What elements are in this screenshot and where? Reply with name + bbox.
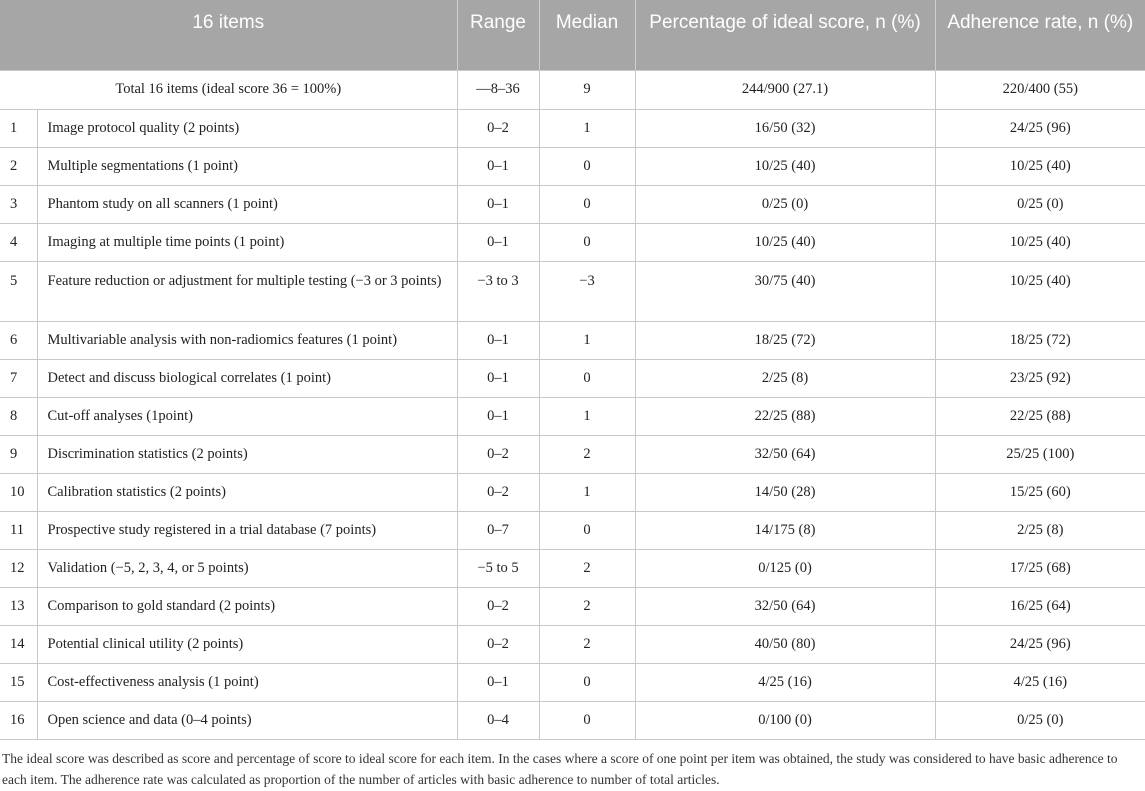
row-range: 0–2 (457, 109, 539, 147)
row-number: 4 (0, 223, 37, 261)
row-range: 0–2 (457, 473, 539, 511)
row-percentage: 14/50 (28) (635, 473, 935, 511)
row-number: 14 (0, 625, 37, 663)
table-row (0, 109, 1145, 147)
table-row (0, 435, 1145, 473)
total-label: Total 16 items (ideal score 36 = 100%) (0, 70, 457, 109)
row-range: −3 to 3 (457, 261, 539, 321)
row-adherence: 23/25 (92) (935, 359, 1145, 397)
row-median: 0 (539, 147, 635, 185)
row-item: Prospective study registered in a trial database (7 points) (37, 511, 457, 549)
row-item: Open science and data (0–4 points) (37, 701, 457, 739)
table-row (0, 663, 1145, 701)
row-range: 0–2 (457, 625, 539, 663)
row-median: 0 (539, 223, 635, 261)
total-adherence: 220/400 (55) (935, 70, 1145, 109)
table-row (0, 549, 1145, 587)
table-row (0, 359, 1145, 397)
row-percentage: 18/25 (72) (635, 321, 935, 359)
header-row (0, 0, 1145, 70)
row-number: 1 (0, 109, 37, 147)
row-item: Phantom study on all scanners (1 point) (37, 185, 457, 223)
row-adherence: 24/25 (96) (935, 625, 1145, 663)
row-percentage: 0/25 (0) (635, 185, 935, 223)
row-median: 2 (539, 625, 635, 663)
header-items: 16 items (0, 0, 457, 70)
row-range: 0–7 (457, 511, 539, 549)
row-percentage: 32/50 (64) (635, 435, 935, 473)
row-median: 1 (539, 321, 635, 359)
row-number: 7 (0, 359, 37, 397)
row-adherence: 0/25 (0) (935, 701, 1145, 739)
row-adherence: 16/25 (64) (935, 587, 1145, 625)
row-item: Cut-off analyses (1point) (37, 397, 457, 435)
row-item: Multivariable analysis with non-radiomics features (1 point) (37, 321, 457, 359)
total-range: —8–36 (457, 70, 539, 109)
row-number: 16 (0, 701, 37, 739)
row-range: 0–1 (457, 223, 539, 261)
row-number: 12 (0, 549, 37, 587)
table-row (0, 321, 1145, 359)
row-adherence: 10/25 (40) (935, 223, 1145, 261)
header-percentage: Percentage of ideal score, n (%) (635, 0, 935, 70)
row-number: 9 (0, 435, 37, 473)
row-number: 10 (0, 473, 37, 511)
row-median: 1 (539, 397, 635, 435)
row-item: Calibration statistics (2 points) (37, 473, 457, 511)
table-footnote: The ideal score was described as score and percentage of score to ideal score for each item. In the cases where a score of one point per item was obtained, the study was considered to have basic adherence to each item. The adherence rate was calculated as proportion of the number of articles with basic adherence to number of total articles. (2, 750, 1118, 787)
row-item: Potential clinical utility (2 points) (37, 625, 457, 663)
row-adherence: 17/25 (68) (935, 549, 1145, 587)
row-median: 0 (539, 359, 635, 397)
row-number: 15 (0, 663, 37, 701)
header-median: Median (539, 0, 635, 70)
row-adherence: 24/25 (96) (935, 109, 1145, 147)
row-item: Discrimination statistics (2 points) (37, 435, 457, 473)
row-percentage: 32/50 (64) (635, 587, 935, 625)
row-median: 0 (539, 185, 635, 223)
row-range: 0–1 (457, 397, 539, 435)
table-row (0, 147, 1145, 185)
table-row (0, 701, 1145, 739)
row-median: −3 (539, 261, 635, 321)
row-percentage: 40/50 (80) (635, 625, 935, 663)
row-adherence: 4/25 (16) (935, 663, 1145, 701)
row-percentage: 14/175 (8) (635, 511, 935, 549)
row-range: 0–1 (457, 663, 539, 701)
table-row (0, 587, 1145, 625)
table-row (0, 625, 1145, 663)
row-percentage: 30/75 (40) (635, 261, 935, 321)
row-range: 0–4 (457, 701, 539, 739)
row-adherence: 10/25 (40) (935, 261, 1145, 321)
row-item: Detect and discuss biological correlates (1 point) (37, 359, 457, 397)
row-item: Multiple segmentations (1 point) (37, 147, 457, 185)
row-percentage: 0/125 (0) (635, 549, 935, 587)
table-row (0, 223, 1145, 261)
row-item: Imaging at multiple time points (1 point) (37, 223, 457, 261)
row-median: 0 (539, 663, 635, 701)
row-item: Feature reduction or adjustment for multiple testing (−3 or 3 points) (37, 261, 457, 321)
row-number: 11 (0, 511, 37, 549)
row-median: 0 (539, 701, 635, 739)
row-range: 0–2 (457, 587, 539, 625)
row-range: 0–2 (457, 435, 539, 473)
row-range: 0–1 (457, 147, 539, 185)
row-percentage: 2/25 (8) (635, 359, 935, 397)
row-number: 5 (0, 261, 37, 321)
row-percentage: 0/100 (0) (635, 701, 935, 739)
row-item: Image protocol quality (2 points) (37, 109, 457, 147)
row-adherence: 25/25 (100) (935, 435, 1145, 473)
row-adherence: 22/25 (88) (935, 397, 1145, 435)
row-median: 2 (539, 587, 635, 625)
header-range: Range (457, 0, 539, 70)
total-percentage: 244/900 (27.1) (635, 70, 935, 109)
row-item: Validation (−5, 2, 3, 4, or 5 points) (37, 549, 457, 587)
row-adherence: 10/25 (40) (935, 147, 1145, 185)
row-median: 1 (539, 109, 635, 147)
row-median: 0 (539, 511, 635, 549)
row-percentage: 16/50 (32) (635, 109, 935, 147)
row-range: 0–1 (457, 185, 539, 223)
total-row (0, 70, 1145, 109)
row-percentage: 22/25 (88) (635, 397, 935, 435)
row-number: 2 (0, 147, 37, 185)
row-range: 0–1 (457, 321, 539, 359)
row-median: 2 (539, 549, 635, 587)
row-item: Comparison to gold standard (2 points) (37, 587, 457, 625)
row-median: 2 (539, 435, 635, 473)
table-row (0, 261, 1145, 321)
table-row (0, 473, 1145, 511)
table-row (0, 511, 1145, 549)
row-adherence: 2/25 (8) (935, 511, 1145, 549)
row-median: 1 (539, 473, 635, 511)
row-range: −5 to 5 (457, 549, 539, 587)
row-adherence: 18/25 (72) (935, 321, 1145, 359)
row-percentage: 4/25 (16) (635, 663, 935, 701)
row-number: 6 (0, 321, 37, 359)
total-median: 9 (539, 70, 635, 109)
row-number: 3 (0, 185, 37, 223)
row-adherence: 0/25 (0) (935, 185, 1145, 223)
row-range: 0–1 (457, 359, 539, 397)
row-percentage: 10/25 (40) (635, 147, 935, 185)
row-item: Cost-effectiveness analysis (1 point) (37, 663, 457, 701)
row-adherence: 15/25 (60) (935, 473, 1145, 511)
row-number: 13 (0, 587, 37, 625)
header-adherence: Adherence rate, n (%) (935, 0, 1145, 70)
table-row (0, 397, 1145, 435)
table-row (0, 185, 1145, 223)
row-percentage: 10/25 (40) (635, 223, 935, 261)
row-number: 8 (0, 397, 37, 435)
